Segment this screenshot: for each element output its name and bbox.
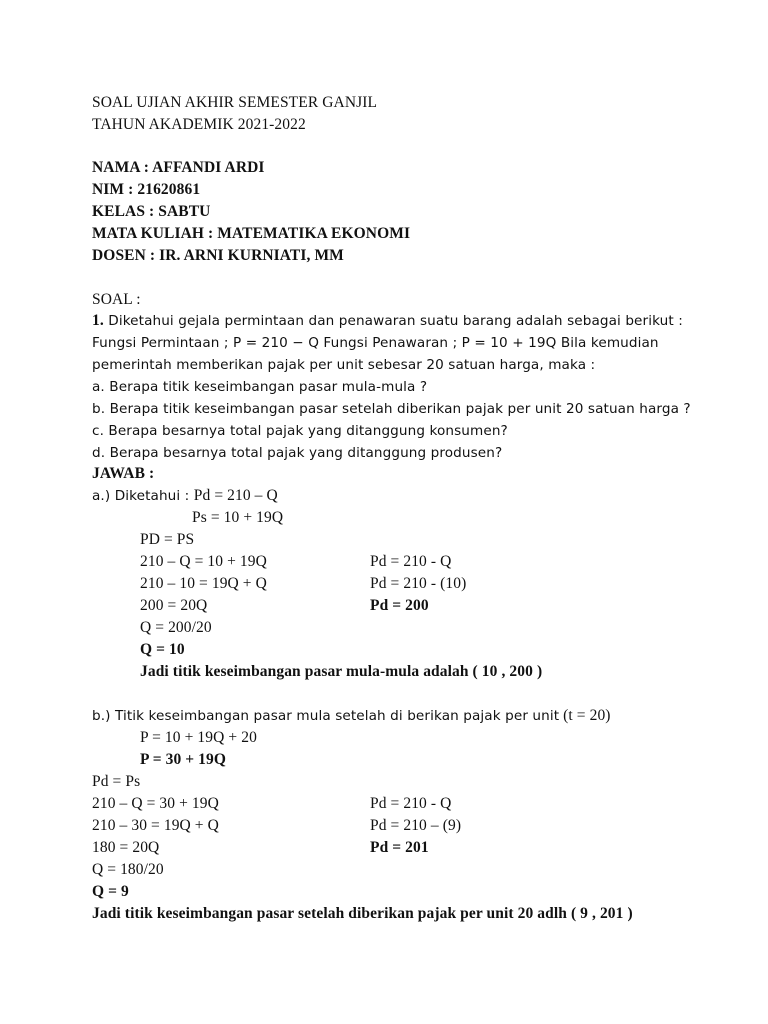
question-1-line-2: Fungsi Permintaan ; P = 210 − Q Fungsi Penawaran ; P = 10 + 19Q Bila kemudian (92, 335, 659, 351)
student-nim: NIM : 21620861 (92, 181, 201, 198)
answer-b-new-supply: P = 30 + 19Q (140, 751, 227, 768)
answer-a-step-3-left: 200 = 20Q (140, 597, 208, 614)
soal-heading: SOAL : (92, 291, 141, 308)
answer-a-step-4: Q = 200/20 (140, 619, 212, 636)
question-1-line-3: pemerintah memberikan pajak per unit sebesar 20 satuan harga, maka : (92, 357, 596, 373)
question-b: b. Berapa titik keseimbangan pasar setelah diberikan pajak per unit 20 satuan harga ? (92, 401, 691, 417)
answer-a-step-2-left: 210 – 10 = 19Q + Q (140, 575, 267, 592)
answer-b-step-3 (92, 837, 429, 859)
answer-b-step-1-right: Pd = 210 - Q (370, 795, 452, 812)
answer-a-step-1-left: 210 – Q = 10 + 19Q (140, 553, 267, 570)
question-number: 1. (92, 312, 104, 329)
answer-a-step-3 (140, 595, 429, 617)
answer-b-equilibrium: Pd = Ps (92, 773, 141, 790)
question-d: d. Berapa besarnya total pajak yang ditanggung produsen? (92, 445, 503, 461)
course-name: MATA KULIAH : MATEMATIKA EKONOMI (92, 225, 411, 242)
answer-b-conclusion: Jadi titik keseimbangan pasar setelah diberikan pajak per unit 20 adlh ( 9 , 201 ) (92, 905, 633, 922)
answer-b-tax: (t = 20) (559, 707, 611, 724)
answer-a-q-result: Q = 10 (140, 641, 185, 658)
answer-b-step-3-left: 180 = 20Q (92, 839, 160, 856)
answer-b-step-2-left: 210 – 30 = 19Q + Q (92, 817, 219, 834)
answer-a-step-1-right: Pd = 210 - Q (370, 553, 452, 570)
answer-a-pd: Pd = 210 – Q (193, 487, 278, 504)
answer-b-supply-tax: P = 10 + 19Q + 20 (140, 729, 257, 746)
answer-b-step-2-right: Pd = 210 – (9) (370, 817, 462, 834)
answer-b-step-2 (92, 815, 462, 837)
answer-a-step-2 (140, 573, 467, 595)
exam-title: SOAL UJIAN AKHIR SEMESTER GANJIL (92, 94, 378, 111)
answer-b-step-4: Q = 180/20 (92, 861, 164, 878)
question-1-text-1: Diketahui gejala permintaan dan penawaran suatu barang adalah sebagai berikut : (103, 313, 683, 329)
student-class: KELAS : SABTU (92, 203, 211, 220)
question-a: a. Berapa titik keseimbangan pasar mula-mula ? (92, 379, 428, 395)
answer-b-intro (92, 705, 611, 727)
question-1-line-1 (92, 310, 683, 332)
answer-a-step-2-right: Pd = 210 - (10) (370, 575, 467, 592)
academic-year: TAHUN AKADEMIK 2021-2022 (92, 116, 306, 133)
answer-b-prefix: b.) (92, 708, 115, 724)
question-c: c. Berapa besarnya total pajak yang ditanggung konsumen? (92, 423, 508, 439)
answer-b-q-result: Q = 9 (92, 883, 129, 900)
answer-b-step-1-left: 210 – Q = 30 + 19Q (92, 795, 219, 812)
answer-a-prefix: a.) (92, 488, 115, 504)
answer-a-step-1 (140, 551, 452, 573)
answer-a-given (92, 485, 278, 507)
answer-b-intro-text: Titik keseimbangan pasar mula setelah di berikan pajak per unit (114, 708, 560, 724)
answer-a-given-label: Diketahui : (114, 488, 194, 504)
answer-a-equilibrium: PD = PS (140, 531, 195, 548)
answer-b-step-3-right: Pd = 201 (370, 839, 429, 856)
jawab-heading: JAWAB : (92, 465, 155, 482)
answer-a-step-3-right: Pd = 200 (370, 597, 429, 614)
answer-a-conclusion: Jadi titik keseimbangan pasar mula-mula adalah ( 10 , 200 ) (140, 663, 543, 680)
answer-b-step-1 (92, 793, 452, 815)
student-name: NAMA : AFFANDI ARDI (92, 159, 265, 176)
answer-a-ps: Ps = 10 + 19Q (192, 509, 284, 526)
lecturer-name: DOSEN : IR. ARNI KURNIATI, MM (92, 247, 344, 264)
